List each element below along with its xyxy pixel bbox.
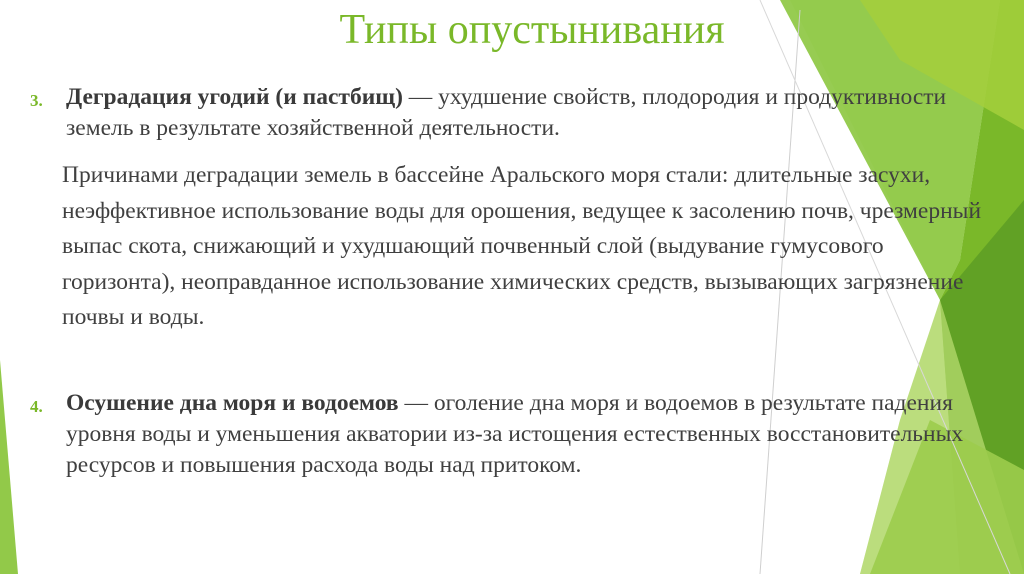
item-text: — оголение дна моря и водоемов в результате падения уровня воды и уменьшения акватории из-за истощения естественных восстановительных ресурсов и повышения расхода воды над притоком. xyxy=(66,390,964,478)
body-paragraph: Причинами деградации земель в бассейне Аральского моря стали: длительные засухи, неэффективное использование воды для орошения, ведущее к засолению почв, чрезмерный выпас скота, снижающий и ухудшающий почвенный слой (выдувание гумусового горизонта), неоправданное использование химических средств, вызывающих загрязнение почвы и воды. xyxy=(62,162,982,330)
list-item xyxy=(30,82,990,144)
item-number: 3. xyxy=(30,91,43,110)
item-body xyxy=(66,388,990,481)
item-number: 4. xyxy=(30,397,43,416)
item-body xyxy=(66,82,990,144)
item-text: — ухудшение свойств, плодородия и продуктивности земель в результате хозяйственной деятельности. xyxy=(66,84,947,141)
slide-title: Типы опустынивания xyxy=(339,7,725,53)
list-item xyxy=(30,388,990,481)
item-term: Деградация угодий (и пастбищ) xyxy=(66,84,403,110)
item-term: Осушение дна моря и водоемов xyxy=(66,390,399,416)
